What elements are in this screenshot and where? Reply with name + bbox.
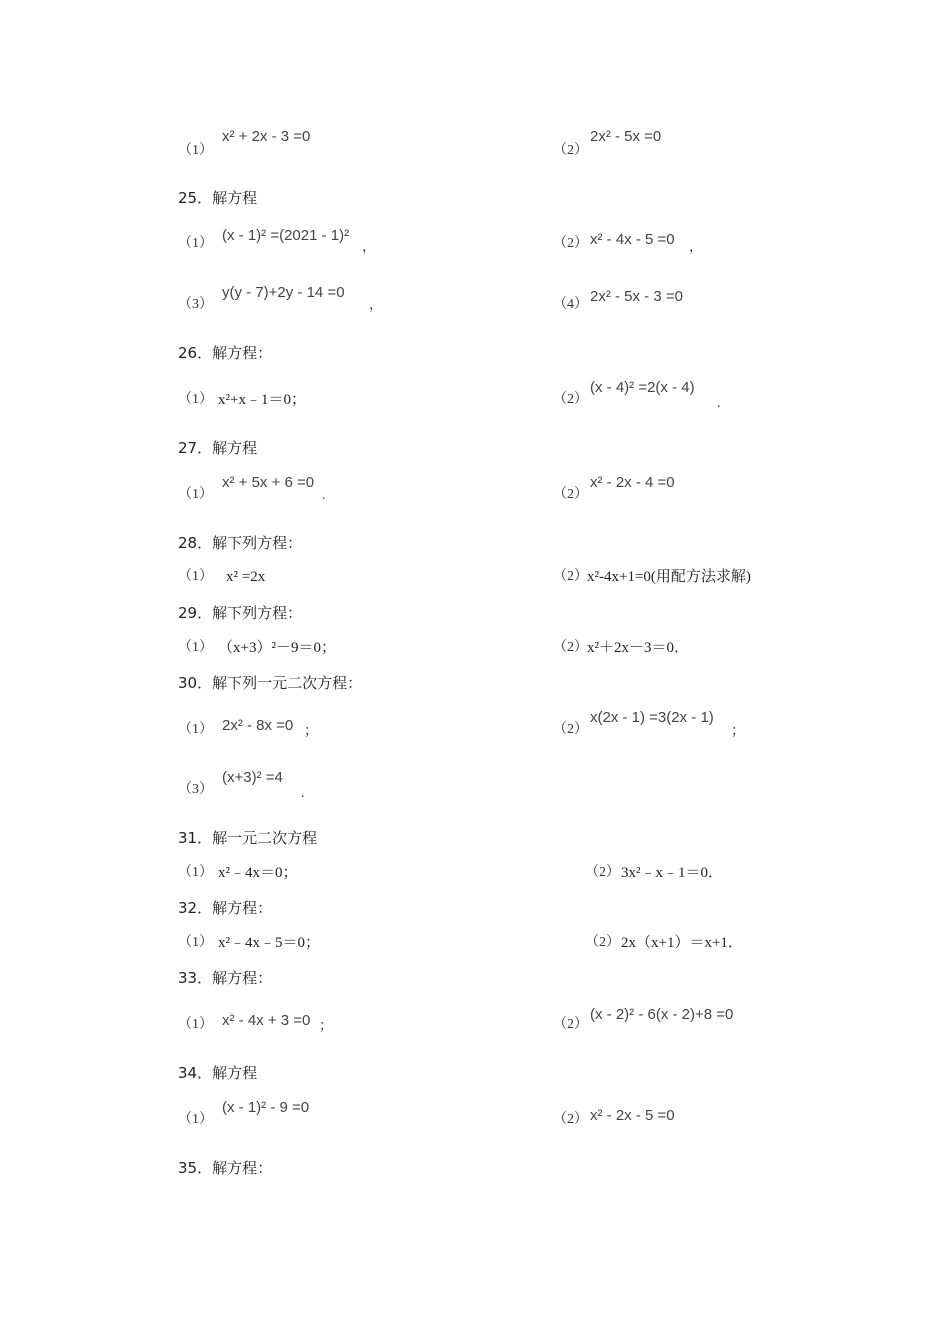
question-27: 27．解方程 bbox=[178, 439, 258, 457]
question-35: 35．解方程： bbox=[178, 1159, 273, 1177]
item-label-34-2: （2） bbox=[553, 1112, 588, 1127]
equation-28-1: x² =2x bbox=[226, 569, 266, 585]
item-label-31-2: （2） bbox=[585, 865, 620, 880]
equation-24-2: 2x² - 5x =0 bbox=[590, 128, 662, 145]
item-label-28-2: （2） bbox=[553, 569, 588, 584]
equation-28-2: x²-4x+1=0(用配方法求解) bbox=[587, 569, 751, 585]
suffix-25-1: ， bbox=[362, 240, 376, 255]
equation-24-1: x² + 2x - 3 =0 bbox=[222, 128, 311, 145]
item-label-33-1: （1） bbox=[178, 1017, 213, 1032]
item-label-30-1: （1） bbox=[178, 722, 213, 737]
item-label-29-2: （2） bbox=[553, 640, 588, 655]
item-label-27-2: （2） bbox=[553, 487, 588, 502]
equation-30-2: x(2x - 1) =3(2x - 1) bbox=[590, 709, 714, 726]
equation-25-3: y(y - 7)+2y - 14 =0 bbox=[222, 284, 345, 301]
equation-27-1: x² + 5x + 6 =0 bbox=[222, 474, 315, 491]
equation-32-1: x²﹣4x﹣5＝0； bbox=[218, 935, 320, 951]
item-24-1 bbox=[178, 140, 213, 161]
question-29: 29．解下列方程： bbox=[178, 604, 303, 622]
item-label-30-2: （2） bbox=[553, 722, 588, 737]
item-label-33-2: （2） bbox=[553, 1017, 588, 1032]
item-label-30-3: （3） bbox=[178, 782, 213, 797]
equation-31-2: 3x²﹣x﹣1＝0． bbox=[621, 865, 723, 881]
item-label-29-1: （1） bbox=[178, 640, 213, 655]
item-label-26-1: （1） bbox=[178, 392, 213, 407]
equation-26-1: x²+x﹣1＝0； bbox=[218, 392, 306, 408]
item-label-32-2: （2） bbox=[585, 935, 620, 950]
suffix-30-2: ； bbox=[731, 724, 745, 739]
equation-29-1: （x+3）²－9＝0； bbox=[218, 640, 336, 656]
suffix-27-1: . bbox=[322, 488, 326, 503]
item-label: （2） bbox=[553, 143, 588, 158]
equation-30-3: (x+3)² =4 bbox=[222, 769, 283, 786]
item-label-27-1: （1） bbox=[178, 487, 213, 502]
item-label: （1） bbox=[178, 143, 213, 158]
question-25: 25．解方程 bbox=[178, 189, 258, 207]
item-label-25-3: （3） bbox=[178, 297, 213, 312]
item-label-32-1: （1） bbox=[178, 935, 213, 950]
equation-33-2: (x - 2)² - 6(x - 2)+8 =0 bbox=[590, 1006, 734, 1023]
equation-34-1: (x - 1)² - 9 =0 bbox=[222, 1099, 310, 1116]
equation-30-1: 2x² - 8x =0 bbox=[222, 717, 294, 734]
suffix-33-1: ； bbox=[319, 1019, 333, 1034]
item-label-28-1: （1） bbox=[178, 569, 213, 584]
item-label-25-2: （2） bbox=[553, 236, 588, 251]
equation-32-2: 2x（x+1）＝x+1． bbox=[621, 935, 743, 951]
question-31: 31．解一元二次方程 bbox=[178, 829, 318, 847]
equation-34-2: x² - 2x - 5 =0 bbox=[590, 1107, 675, 1124]
suffix-26-2: . bbox=[717, 396, 721, 411]
equation-26-2: (x - 4)² =2(x - 4) bbox=[590, 379, 695, 396]
equation-25-2: x² - 4x - 5 =0 bbox=[590, 231, 675, 248]
equation-27-2: x² - 2x - 4 =0 bbox=[590, 474, 675, 491]
suffix-30-3: . bbox=[301, 786, 305, 801]
item-label-34-1: （1） bbox=[178, 1112, 213, 1127]
equation-31-1: x²﹣4x＝0； bbox=[218, 865, 298, 881]
item-24-2 bbox=[553, 140, 588, 161]
question-30: 30．解下列一元二次方程： bbox=[178, 674, 363, 692]
equation-33-1: x² - 4x + 3 =0 bbox=[222, 1012, 311, 1029]
equation-25-1: (x - 1)² =(2021 - 1)² bbox=[222, 227, 350, 244]
equation-25-4: 2x² - 5x - 3 =0 bbox=[590, 288, 683, 305]
suffix-30-1: ； bbox=[304, 724, 318, 739]
item-label-26-2: （2） bbox=[553, 392, 588, 407]
question-32: 32．解方程： bbox=[178, 899, 273, 917]
item-label-31-1: （1） bbox=[178, 865, 213, 880]
question-26: 26．解方程： bbox=[178, 344, 273, 362]
suffix-25-2: ， bbox=[689, 240, 703, 255]
question-33: 33．解方程： bbox=[178, 969, 273, 987]
question-34: 34．解方程 bbox=[178, 1064, 258, 1082]
item-label-25-4: （4） bbox=[553, 297, 588, 312]
item-label-25-1: （1） bbox=[178, 236, 213, 251]
suffix-25-3: ， bbox=[369, 298, 383, 313]
question-28: 28．解下列方程： bbox=[178, 534, 303, 552]
equation-29-2: x²＋2x－3＝0． bbox=[587, 640, 689, 656]
